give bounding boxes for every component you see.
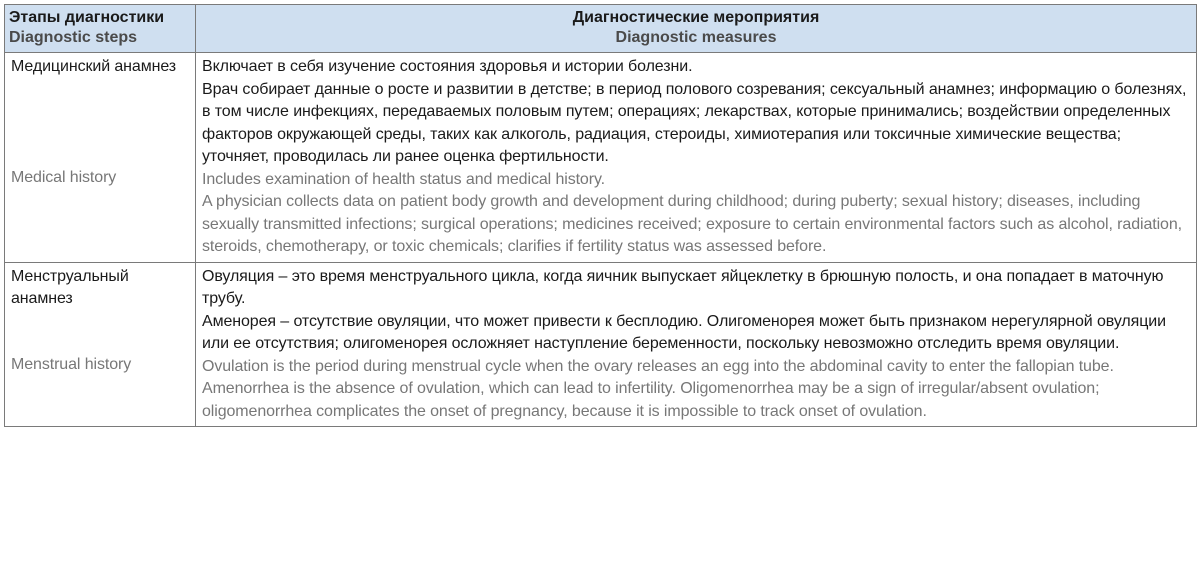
header-measures-ru: Диагностические мероприятия — [572, 9, 820, 26]
step-label-ru: Медицинский анамнез — [11, 58, 177, 75]
table-row — [5, 53, 1197, 263]
measure-paragraph-en: Ovulation is the period during menstrual cycle when the ovary releases an egg into the abdominal cavity to enter the fallopian tube. — [202, 357, 1114, 375]
step-cell-medical-history — [5, 53, 196, 263]
measure-paragraph-en: Amenorrhea is the absence of ovulation, which can lead to infertility. Oligomenorrhea may be a sign of irregular/absent ovulation; oligomenorrhea complicates the onset of pregnancy, because it is impossible to track onset of ovulation. — [202, 380, 1100, 420]
table-header-row — [5, 5, 1197, 53]
step-spacer — [11, 79, 189, 167]
step-spacer — [11, 311, 189, 354]
step-label-en: Menstrual history — [11, 355, 132, 373]
measure-paragraph-ru: Включает в себя изучение состояния здоровья и истории болезни. — [202, 58, 693, 75]
diagnostics-table-container — [4, 4, 1196, 427]
measure-paragraph-ru: Аменорея – отсутствие овуляции, что может привести к бесплодию. Олигоменорея может быть признаком нерегулярной овуляции или ее отсутствия; олигоменорея осложняет наступление беременности, поскольку невозможно отследить время овуляции. — [202, 312, 1166, 352]
measures-cell-menstrual-history — [196, 262, 1197, 427]
step-cell-menstrual-history — [5, 262, 196, 427]
table-row — [5, 262, 1197, 427]
step-label-ru: Менструальный анамнез — [11, 267, 129, 307]
header-measures-en: Diagnostic measures — [615, 29, 777, 46]
step-label-en: Medical history — [11, 168, 117, 186]
measure-paragraph-en: Includes examination of health status and medical history. — [202, 170, 606, 188]
measure-paragraph-ru: Овуляция – это время менструального цикла, когда яичник выпускает яйцеклетку в брюшную полость, и она попадает в маточную трубу. — [202, 267, 1164, 307]
header-diagnostic-measures — [196, 5, 1197, 53]
measure-paragraph-en: A physician collects data on patient body growth and development during childhood; during puberty; sexual history; diseases, including sexually transmitted infections; surgical operations; medicines received; exposure to certain environmental factors such as alcohol, radiation, steroids, chemotherapy, or toxic chemicals; clarifies if fertility status was assessed before. — [202, 193, 1182, 255]
header-steps-ru: Этапы диагностики — [9, 9, 165, 26]
header-steps-en: Diagnostic steps — [9, 29, 138, 46]
measure-paragraph-ru: Врач собирает данные о росте и развитии в детстве; в период полового созревания; сексуальный анамнез; информацию о болезнях, в том числе инфекциях, передаваемых половым путем; операциях; лекарствах, которые принимались; воздействии определенных факторов окружающей среды, таких как алкоголь, радиация, стероиды, химиотерапия или токсичные химические вещества; уточняет, проводилась ли ранее оценка фертильности. — [202, 80, 1187, 165]
diagnostics-table — [4, 4, 1197, 427]
measures-cell-medical-history — [196, 53, 1197, 263]
header-diagnostic-steps — [5, 5, 196, 53]
